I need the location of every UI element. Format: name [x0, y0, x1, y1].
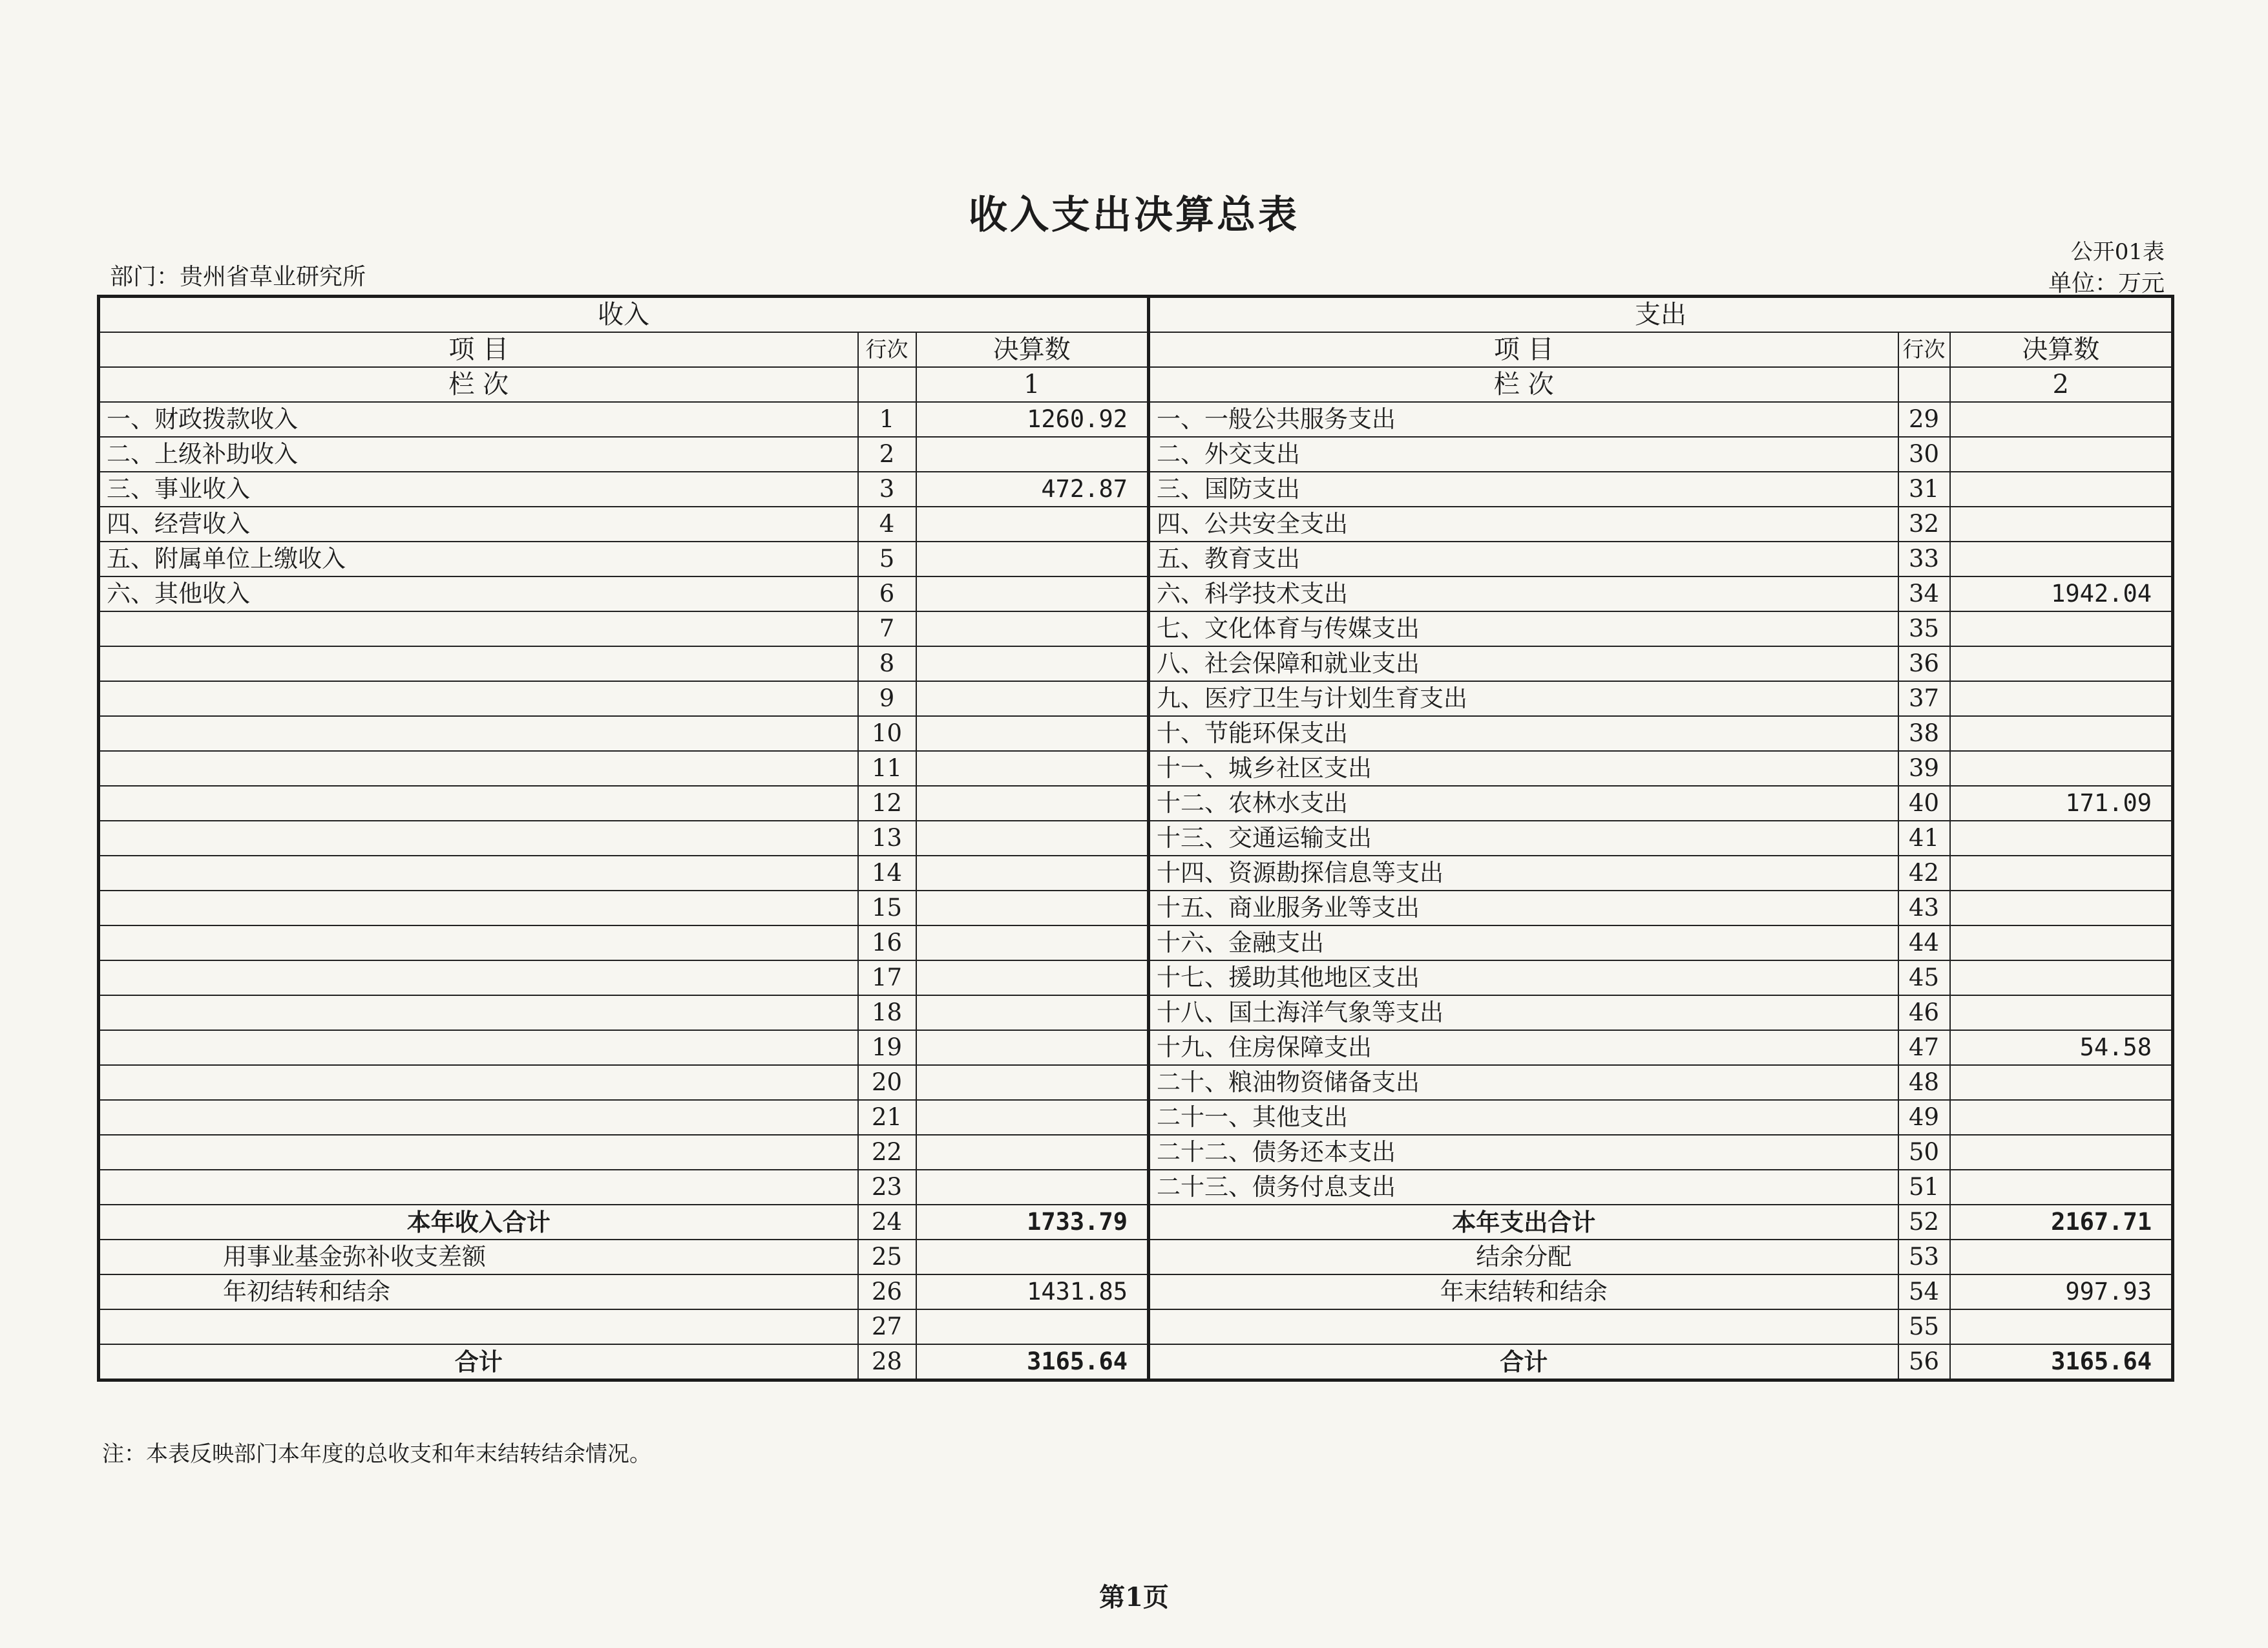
table-row — [99, 646, 2173, 681]
table-row — [99, 891, 2173, 925]
expense-item-label: 十一、城乡社区支出 — [1149, 751, 1898, 786]
expense-item-label: 十六、金融支出 — [1149, 925, 1898, 960]
expense-row-number: 37 — [1898, 681, 1950, 716]
income-amount — [916, 821, 1149, 856]
income-amount — [916, 1030, 1149, 1065]
expense-amount: 1942.04 — [1950, 576, 2173, 611]
table-row — [99, 716, 2173, 751]
expense-item-label: 十三、交通运输支出 — [1149, 821, 1898, 856]
expense-row-number: 33 — [1898, 542, 1950, 576]
expense-item-label: 八、社会保障和就业支出 — [1149, 646, 1898, 681]
income-row-number: 11 — [858, 751, 916, 786]
income-summary-label: 用事业基金弥补收支差额 — [99, 1240, 858, 1274]
table-row — [99, 507, 2173, 542]
expense-amount — [1950, 856, 2173, 891]
expense-amount — [1950, 542, 2173, 576]
column-header-left: 栏 次 — [99, 367, 858, 402]
expense-item-label: 十七、援助其他地区支出 — [1149, 960, 1898, 995]
income-row-number: 20 — [858, 1065, 916, 1100]
income-amount — [916, 542, 1149, 576]
income-item-label — [99, 1135, 858, 1170]
expense-amount — [1950, 402, 2173, 437]
income-item-label — [99, 786, 858, 821]
income-row-number: 18 — [858, 995, 916, 1030]
income-row-number: 7 — [858, 611, 916, 646]
income-row-number: 10 — [858, 716, 916, 751]
expense-summary-amount — [1950, 1240, 2173, 1274]
income-item-label — [99, 1030, 858, 1065]
table-row — [99, 542, 2173, 576]
expense-summary-label — [1149, 1309, 1898, 1344]
income-amount — [916, 576, 1149, 611]
income-item-label — [99, 1170, 858, 1205]
row-no-header-left: 行次 — [858, 332, 916, 367]
expense-item-label: 二十三、债务付息支出 — [1149, 1170, 1898, 1205]
page-title: 收入支出决算总表 — [969, 193, 1299, 238]
table-row — [99, 960, 2173, 995]
income-amount — [916, 611, 1149, 646]
expense-row-number: 43 — [1898, 891, 1950, 925]
income-item-label: 一、财政拨款收入 — [99, 402, 858, 437]
income-amount — [916, 646, 1149, 681]
expense-item-label: 十八、国土海洋气象等支出 — [1149, 995, 1898, 1030]
income-row-number: 12 — [858, 786, 916, 821]
summary-row — [99, 1344, 2173, 1380]
footnote: 注：本表反映部门本年度的总收支和年末结转结余情况。 — [102, 1441, 651, 1467]
income-item-label — [99, 646, 858, 681]
income-amount — [916, 507, 1149, 542]
summary-row — [99, 1309, 2173, 1344]
expense-amount — [1950, 1065, 2173, 1100]
expense-item-label: 六、科学技术支出 — [1149, 576, 1898, 611]
expense-header: 支出 — [1149, 297, 2173, 333]
income-expense-table — [97, 295, 2174, 1382]
income-amount — [916, 995, 1149, 1030]
page-number: 第1页 — [1099, 1582, 1169, 1612]
expense-row-number: 39 — [1898, 751, 1950, 786]
income-item-label — [99, 681, 858, 716]
income-item-label — [99, 856, 858, 891]
expense-item-label: 十四、资源勘探信息等支出 — [1149, 856, 1898, 891]
expense-summary-label: 结余分配 — [1149, 1240, 1898, 1274]
expense-row-number: 53 — [1898, 1240, 1950, 1274]
expense-item-label: 四、公共安全支出 — [1149, 507, 1898, 542]
expense-item-label: 九、医疗卫生与计划生育支出 — [1149, 681, 1898, 716]
table-row — [99, 1030, 2173, 1065]
income-header: 收入 — [99, 297, 1149, 333]
header-row-3 — [99, 367, 2173, 402]
income-row-number: 15 — [858, 891, 916, 925]
income-amount — [916, 1170, 1149, 1205]
expense-row-number: 46 — [1898, 995, 1950, 1030]
expense-amount — [1950, 1100, 2173, 1135]
expense-summary-amount: 997.93 — [1950, 1274, 2173, 1309]
expense-row-number: 40 — [1898, 786, 1950, 821]
expense-amount — [1950, 1170, 2173, 1205]
table-row — [99, 1135, 2173, 1170]
empty-cell — [1898, 367, 1950, 402]
summary-row — [99, 1274, 2173, 1309]
income-summary-amount — [916, 1309, 1149, 1344]
expense-item-label: 七、文化体育与传媒支出 — [1149, 611, 1898, 646]
expense-row-number: 41 — [1898, 821, 1950, 856]
income-item-label — [99, 960, 858, 995]
expense-item-label: 十、节能环保支出 — [1149, 716, 1898, 751]
income-item-label — [99, 716, 858, 751]
item-header-right: 项 目 — [1149, 332, 1898, 367]
expense-amount — [1950, 995, 2173, 1030]
expense-summary-label: 本年支出合计 — [1149, 1205, 1898, 1240]
income-item-label — [99, 925, 858, 960]
column-number-2: 2 — [1950, 367, 2173, 402]
expense-amount — [1950, 960, 2173, 995]
column-number-1: 1 — [916, 367, 1149, 402]
income-row-number: 1 — [858, 402, 916, 437]
income-item-label — [99, 821, 858, 856]
table-row — [99, 821, 2173, 856]
income-row-number: 27 — [858, 1309, 916, 1344]
income-amount — [916, 925, 1149, 960]
expense-amount — [1950, 611, 2173, 646]
expense-amount — [1950, 925, 2173, 960]
expense-item-label: 十二、农林水支出 — [1149, 786, 1898, 821]
income-amount — [916, 856, 1149, 891]
income-amount — [916, 716, 1149, 751]
income-summary-amount — [916, 1240, 1149, 1274]
form-code: 公开01表 — [2070, 239, 2165, 265]
expense-item-label: 十九、住房保障支出 — [1149, 1030, 1898, 1065]
expense-item-label: 二十一、其他支出 — [1149, 1100, 1898, 1135]
expense-amount — [1950, 751, 2173, 786]
income-summary-amount: 1431.85 — [916, 1274, 1149, 1309]
unit-label: 单位：万元 — [2048, 270, 2165, 297]
income-row-number: 4 — [858, 507, 916, 542]
table-row — [99, 472, 2173, 507]
expense-row-number: 55 — [1898, 1309, 1950, 1344]
expense-row-number: 54 — [1898, 1274, 1950, 1309]
table-row — [99, 995, 2173, 1030]
expense-amount — [1950, 437, 2173, 472]
expense-amount: 54.58 — [1950, 1030, 2173, 1065]
income-amount — [916, 437, 1149, 472]
expense-item-label: 二十二、债务还本支出 — [1149, 1135, 1898, 1170]
expense-amount — [1950, 1135, 2173, 1170]
income-summary-label: 本年收入合计 — [99, 1205, 858, 1240]
income-item-label — [99, 1100, 858, 1135]
income-row-number: 13 — [858, 821, 916, 856]
expense-amount — [1950, 646, 2173, 681]
row-no-header-right: 行次 — [1898, 332, 1950, 367]
expense-row-number: 34 — [1898, 576, 1950, 611]
expense-row-number: 38 — [1898, 716, 1950, 751]
income-amount — [916, 786, 1149, 821]
expense-row-number: 49 — [1898, 1100, 1950, 1135]
income-item-label — [99, 1065, 858, 1100]
income-row-number: 6 — [858, 576, 916, 611]
income-summary-amount: 3165.64 — [916, 1344, 1149, 1380]
expense-amount — [1950, 472, 2173, 507]
table-row — [99, 1100, 2173, 1135]
expense-row-number: 35 — [1898, 611, 1950, 646]
header-row-2 — [99, 332, 2173, 367]
income-item-label: 三、事业收入 — [99, 472, 858, 507]
expense-amount — [1950, 821, 2173, 856]
income-row-number: 23 — [858, 1170, 916, 1205]
expense-row-number: 51 — [1898, 1170, 1950, 1205]
income-item-label — [99, 891, 858, 925]
amount-header-right: 决算数 — [1950, 332, 2173, 367]
income-amount: 472.87 — [916, 472, 1149, 507]
income-summary-label — [99, 1309, 858, 1344]
income-amount — [916, 751, 1149, 786]
column-header-right: 栏 次 — [1149, 367, 1898, 402]
income-row-number: 22 — [858, 1135, 916, 1170]
income-row-number: 21 — [858, 1100, 916, 1135]
expense-row-number: 30 — [1898, 437, 1950, 472]
expense-item-label: 十五、商业服务业等支出 — [1149, 891, 1898, 925]
table-row — [99, 786, 2173, 821]
table-row — [99, 751, 2173, 786]
income-item-label: 六、其他收入 — [99, 576, 858, 611]
income-summary-label: 合计 — [99, 1344, 858, 1380]
expense-row-number: 42 — [1898, 856, 1950, 891]
expense-item-label: 三、国防支出 — [1149, 472, 1898, 507]
table-row — [99, 611, 2173, 646]
income-summary-amount: 1733.79 — [916, 1205, 1149, 1240]
income-row-number: 19 — [858, 1030, 916, 1065]
header-row-1 — [99, 297, 2173, 333]
income-row-number: 16 — [858, 925, 916, 960]
table-row — [99, 402, 2173, 437]
expense-row-number: 47 — [1898, 1030, 1950, 1065]
summary-row — [99, 1240, 2173, 1274]
income-amount — [916, 1135, 1149, 1170]
table-row — [99, 925, 2173, 960]
expense-item-label: 二、外交支出 — [1149, 437, 1898, 472]
income-item-label: 四、经营收入 — [99, 507, 858, 542]
expense-summary-label: 年末结转和结余 — [1149, 1274, 1898, 1309]
expense-amount — [1950, 891, 2173, 925]
income-row-number: 3 — [858, 472, 916, 507]
income-row-number: 26 — [858, 1274, 916, 1309]
expense-amount: 171.09 — [1950, 786, 2173, 821]
table-row — [99, 437, 2173, 472]
table-row — [99, 576, 2173, 611]
income-amount — [916, 681, 1149, 716]
expense-row-number: 50 — [1898, 1135, 1950, 1170]
item-header-left: 项 目 — [99, 332, 858, 367]
expense-amount — [1950, 716, 2173, 751]
income-row-number: 17 — [858, 960, 916, 995]
income-amount — [916, 1065, 1149, 1100]
table-row — [99, 1065, 2173, 1100]
expense-summary-label: 合计 — [1149, 1344, 1898, 1380]
income-amount: 1260.92 — [916, 402, 1149, 437]
expense-summary-amount — [1950, 1309, 2173, 1344]
income-amount — [916, 891, 1149, 925]
expense-item-label: 二十、粮油物资储备支出 — [1149, 1065, 1898, 1100]
summary-row — [99, 1205, 2173, 1240]
income-row-number: 25 — [858, 1240, 916, 1274]
table-row — [99, 1170, 2173, 1205]
expense-amount — [1950, 507, 2173, 542]
income-row-number: 5 — [858, 542, 916, 576]
income-item-label — [99, 995, 858, 1030]
income-item-label: 二、上级补助收入 — [99, 437, 858, 472]
expense-row-number: 36 — [1898, 646, 1950, 681]
expense-row-number: 45 — [1898, 960, 1950, 995]
empty-cell — [858, 367, 916, 402]
income-row-number: 2 — [858, 437, 916, 472]
expense-item-label: 一、一般公共服务支出 — [1149, 402, 1898, 437]
income-amount — [916, 1100, 1149, 1135]
expense-amount — [1950, 681, 2173, 716]
income-amount — [916, 960, 1149, 995]
amount-header-left: 决算数 — [916, 332, 1149, 367]
expense-item-label: 五、教育支出 — [1149, 542, 1898, 576]
expense-row-number: 32 — [1898, 507, 1950, 542]
expense-summary-amount: 3165.64 — [1950, 1344, 2173, 1380]
expense-row-number: 29 — [1898, 402, 1950, 437]
expense-summary-amount: 2167.71 — [1950, 1205, 2173, 1240]
income-row-number: 8 — [858, 646, 916, 681]
income-row-number: 14 — [858, 856, 916, 891]
expense-row-number: 48 — [1898, 1065, 1950, 1100]
income-summary-label: 年初结转和结余 — [99, 1274, 858, 1309]
expense-row-number: 31 — [1898, 472, 1950, 507]
income-row-number: 28 — [858, 1344, 916, 1380]
income-item-label: 五、附属单位上缴收入 — [99, 542, 858, 576]
expense-row-number: 56 — [1898, 1344, 1950, 1380]
table-row — [99, 681, 2173, 716]
expense-row-number: 52 — [1898, 1205, 1950, 1240]
table-row — [99, 856, 2173, 891]
income-row-number: 9 — [858, 681, 916, 716]
expense-row-number: 44 — [1898, 925, 1950, 960]
income-item-label — [99, 611, 858, 646]
income-item-label — [99, 751, 858, 786]
income-row-number: 24 — [858, 1205, 916, 1240]
department-label: 部门：贵州省草业研究所 — [110, 264, 366, 290]
